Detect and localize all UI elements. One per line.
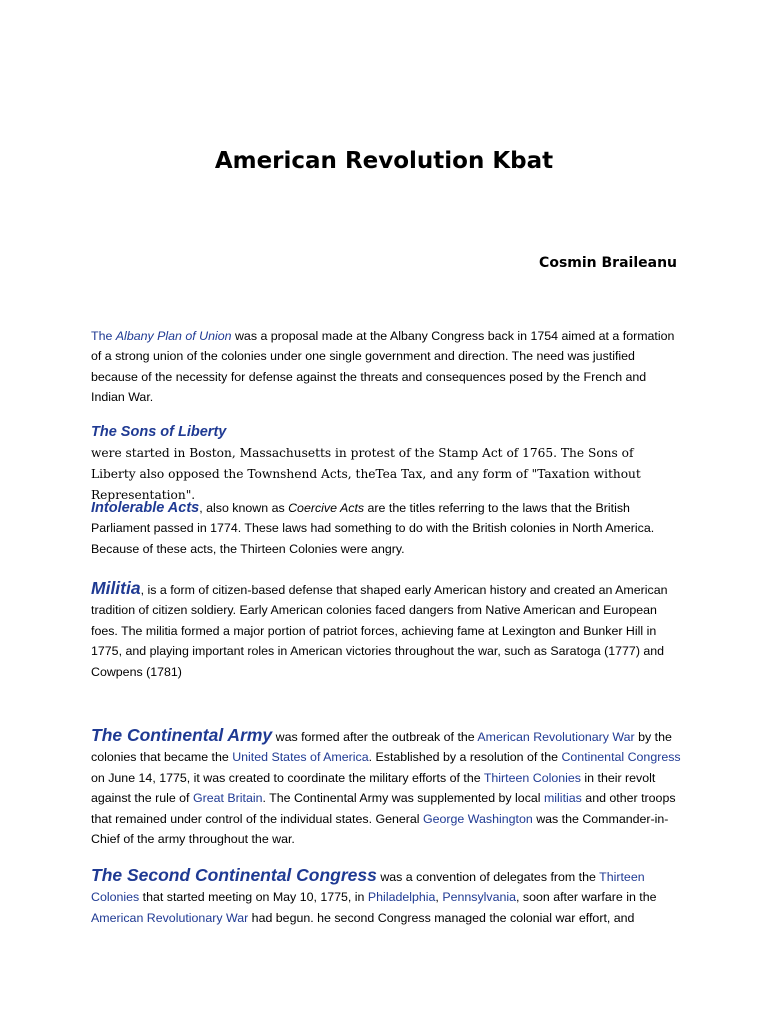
sons-of-liberty-heading: The Sons of Liberty <box>91 424 227 440</box>
great-britain-link[interactable]: Great Britain <box>192 791 263 806</box>
para-text: was a convention of delegates from the <box>376 870 600 884</box>
para-text: was the Commander-in-Chief of the army throughout the war. <box>91 811 669 847</box>
para-text: in their revolt against the rule of <box>91 770 656 806</box>
albany-plan-link[interactable]: Albany Plan of Union <box>115 329 232 343</box>
paragraph-intolerable-acts <box>91 498 681 559</box>
para-text: , is a form of citizen-based defense that shaped early American history and created an American tradition of citizen soldiery. Early American colonies faced dangers from Native American and European foes. The militia formed a major portion of patriot forces, achieving fame at Lexington and Bunker Hill in 1775, and playing important roles in American victories throughout the war, such as Saratoga (1777) and Cowpens (1781) <box>91 583 668 679</box>
para-text: that started meeting on May 10, 1775, in <box>139 890 368 905</box>
para-text: was formed after the outbreak of the <box>272 730 478 744</box>
para-text: . Established by a resolution of the <box>368 750 562 765</box>
paragraph-militia <box>91 578 681 682</box>
para-text: were started in Boston, Massachusetts in protest of the Stamp Act of 1765. The Sons of Liberty also opposed the Townshend Acts, theTea Tax, and any form of "Taxation without Representation". <box>91 446 641 502</box>
para-text: are the titles referring to the laws that the British Parliament passed in 1774. These laws had something to do with the British colonies in North America. Because of these acts, the Thirteen Colonies were angry. <box>91 501 655 556</box>
american-revolutionary-war-link[interactable]: American Revolutionary War <box>91 910 249 925</box>
militias-link[interactable]: militias <box>543 791 582 806</box>
pennsylvania-link[interactable]: Pennsylvania <box>442 890 517 905</box>
united-states-link[interactable]: United States of America <box>232 750 369 765</box>
para-text: , also known as <box>199 501 289 515</box>
paragraph-second-continental-congress <box>91 865 681 928</box>
para-text: had begun. he second Congress managed the colonial war effort, and <box>248 910 635 925</box>
george-washington-link[interactable]: George Washington <box>423 811 533 826</box>
paragraph-sons-of-liberty <box>91 422 681 505</box>
para-text: . The Continental Army was supplemented by local <box>262 791 544 806</box>
para-text: , <box>435 890 443 905</box>
philadelphia-link[interactable]: Philadelphia <box>367 890 436 905</box>
paragraph-albany-plan <box>91 326 681 408</box>
continental-army-heading: The Continental Army <box>91 725 273 745</box>
continental-congress-link[interactable]: Continental Congress <box>561 750 681 765</box>
thirteen-colonies-link[interactable]: Thirteen Colonies <box>483 770 581 785</box>
para-text: by the colonies that became the <box>91 730 672 765</box>
american-revolutionary-war-link[interactable]: American Revolutionary War <box>477 730 635 744</box>
para-italic-text: Coercive Acts <box>288 501 365 515</box>
para-text: The <box>91 329 116 343</box>
para-text: and other troops that remained under control of the individual states. General <box>91 791 676 826</box>
para-text: was a proposal made at the Albany Congress back in 1754 aimed at a formation of a strong union of the colonies under one single government and direction. The need was justified because of the necessity for defense against the threats and consequences posed by the French and Indian War. <box>91 329 675 405</box>
militia-heading: Militia <box>91 578 141 598</box>
para-text: on June 14, 1775, it was created to coordinate the military efforts of the <box>91 770 484 785</box>
document-title: American Revolution Kbat <box>214 148 554 174</box>
para-text: , soon after warfare in the <box>516 890 657 905</box>
paragraph-continental-army <box>91 725 681 849</box>
thirteen-colonies-link[interactable]: Thirteen Colonies <box>91 870 645 905</box>
second-continental-congress-heading: The Second Continental Congress <box>91 865 377 885</box>
document-author: Cosmin Braileanu <box>539 255 677 271</box>
intolerable-acts-heading: Intolerable Acts <box>91 500 200 516</box>
